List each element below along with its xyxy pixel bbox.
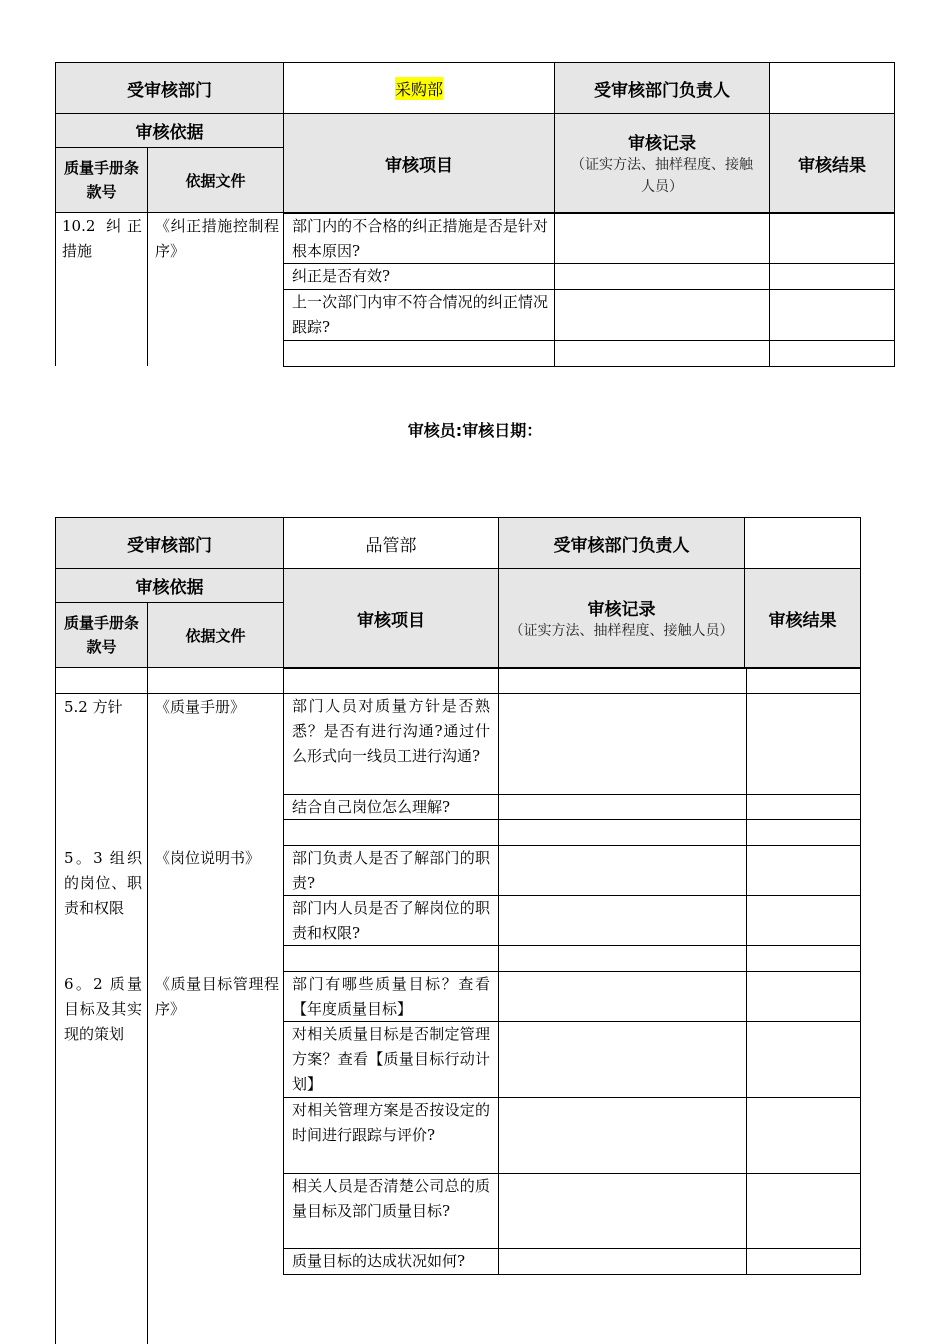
clause-cell: 5。3 组织的岗位、职责和权限 <box>64 849 142 917</box>
record-label: 审核记录 （证实方法、抽样程度、接触人员） <box>555 114 770 213</box>
audit-item: 部门人员对质量方针是否熟悉？是否有进行沟通?通过什么形式向一线员工进行沟通? <box>292 697 490 765</box>
doc-cell: 《质量目标管理程序》 <box>155 975 279 1018</box>
dept-head-value <box>770 62 895 114</box>
doc-cell: 《岗位说明书》 <box>155 849 261 867</box>
audit-item: 结合自己岗位怎么理解? <box>292 798 451 816</box>
audit-item: 纠正是否有效? <box>292 267 391 285</box>
audit-item: 部门内人员是否了解岗位的职责和权限? <box>292 899 490 942</box>
dept-head-label: 受审核部门负责人 <box>555 62 770 114</box>
audit-item: 对相关质量目标是否制定管理方案？查看【质量目标行动计划】 <box>292 1025 490 1093</box>
record-sub: （证实方法、抽样程度、接触人员） <box>571 156 753 195</box>
audit-item: 质量目标的达成状况如何? <box>292 1252 466 1270</box>
doc-cell: 《质量手册》 <box>155 698 246 716</box>
doc-label: 依据文件 <box>148 148 284 213</box>
item-label: 审核项目 <box>284 569 499 668</box>
result-label: 审核结果 <box>770 114 895 213</box>
basis-label: 审核依据 <box>55 569 284 603</box>
audit-item: 上一次部门内审不符合情况的纠正情况跟踪? <box>292 293 548 336</box>
dept-label: 受审核部门 <box>55 517 284 569</box>
item-label: 审核项目 <box>284 114 555 213</box>
dept-value <box>284 62 555 114</box>
dept-head-label: 受审核部门负责人 <box>499 517 745 569</box>
record-label: 审核记录 （证实方法、抽样程度、接触人员） <box>499 569 745 668</box>
clause-cell: 6。2 质量目标及其实现的策划 <box>64 975 142 1043</box>
doc-label: 依据文件 <box>148 603 284 668</box>
dept-value-text: 采购部 <box>395 77 443 100</box>
dept-head-value <box>745 517 861 569</box>
auditor-date-line: 审核员:审核日期： <box>407 421 543 440</box>
basis-label: 审核依据 <box>55 114 284 148</box>
dept-label: 受审核部门 <box>55 62 284 114</box>
audit-item: 相关人员是否清楚公司总的质量目标及部门质量目标? <box>292 1177 490 1220</box>
record-sub: （证实方法、抽样程度、接触人员） <box>509 622 734 639</box>
audit-item: 对相关管理方案是否按设定的时间进行跟踪与评价? <box>292 1101 490 1144</box>
audit-item: 部门负责人是否了解部门的职责? <box>292 849 490 892</box>
clause-cell: 5.2 方针 <box>64 698 123 716</box>
clause-cell: 10.2 纠正措施 <box>62 217 142 260</box>
doc-cell: 《纠正措施控制程序》 <box>155 217 279 260</box>
clause-label: 质量手册条款号 <box>55 148 148 213</box>
result-label: 审核结果 <box>745 569 861 668</box>
dept-value: 品管部 <box>284 517 499 569</box>
clause-label: 质量手册条款号 <box>55 603 148 668</box>
audit-item: 部门有哪些质量目标？查看【年度质量目标】 <box>292 975 490 1018</box>
audit-item: 部门内的不合格的纠正措施是否是针对根本原因? <box>292 217 548 260</box>
